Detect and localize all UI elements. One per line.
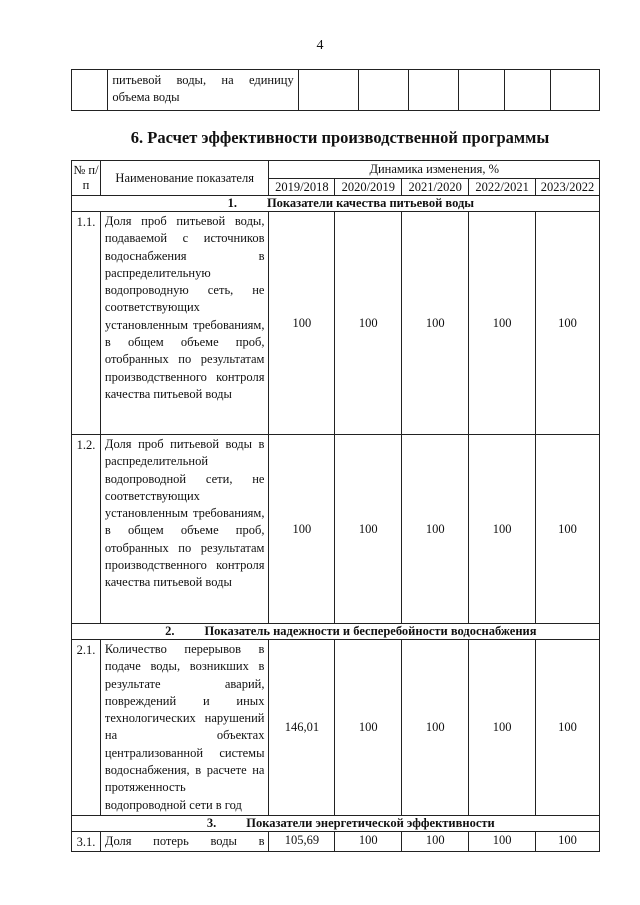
value-cell: 100	[469, 640, 536, 816]
section-title-cell: Показатели энергетической эффективности	[246, 815, 495, 830]
section-row	[72, 624, 600, 640]
table-cell	[108, 70, 298, 111]
section-heading	[72, 624, 600, 640]
table-cell	[504, 70, 550, 111]
value-cell: 100	[335, 640, 402, 816]
value-cell: 100	[269, 435, 335, 624]
row-number: 1.2.	[72, 435, 101, 624]
col-num-header: № п/п	[72, 161, 101, 196]
value-cell: 100	[335, 831, 402, 851]
continuation-text: питьевой воды, на единицу объема воды	[112, 73, 294, 104]
table-cell	[550, 70, 599, 111]
section-heading	[72, 815, 600, 831]
value-cell: 100	[469, 831, 536, 851]
row-number: 3.1.	[72, 831, 101, 851]
table-cell	[408, 70, 458, 111]
col-name-header: Наименование показателя	[100, 161, 269, 196]
table-row	[72, 212, 600, 435]
section-title: 6. Расчет эффективности производственной программы	[130, 128, 550, 147]
table-row	[72, 435, 600, 624]
value-cell: 100	[335, 212, 402, 435]
efficiency-table	[71, 160, 600, 852]
year-header: 2020/2019	[335, 179, 402, 196]
section-title-cell: Показатели качества питьевой воды	[266, 196, 475, 210]
table-cell	[458, 70, 504, 111]
section-number: 1.	[227, 196, 237, 210]
section-heading	[72, 196, 600, 212]
continuation-table	[71, 69, 600, 111]
value-cell: 100	[469, 435, 536, 624]
indicator-name: Доля проб питьевой воды в распределительной водопроводной сети, не соответствующих установленным требованиям, в общем объеме проб, отобранных по результатам производственного контроля качества питьевой воды	[100, 435, 269, 624]
value-cell: 100	[536, 640, 600, 816]
indicator-name: Доля проб питьевой воды, подаваемой с источников водоснабжения в распределительную водопроводную сеть, не соответствующих установленным требованиям, в общем объеме проб, отобранных по результатам производственного контроля качества питьевой воды	[100, 212, 269, 435]
section-number: 3.	[206, 815, 217, 830]
value-cell: 105,69	[269, 831, 335, 851]
year-header: 2022/2021	[469, 179, 536, 196]
row-number: 1.1.	[72, 212, 101, 435]
year-header: 2021/2020	[402, 179, 469, 196]
value-cell: 100	[402, 435, 469, 624]
table-cell	[298, 70, 358, 111]
year-header: 2023/2022	[536, 179, 600, 196]
dynamics-header: Динамика изменения, %	[269, 161, 600, 179]
section-number: 2.	[165, 624, 175, 638]
section-row	[72, 196, 600, 212]
value-cell: 100	[402, 212, 469, 435]
value-cell: 100	[402, 831, 469, 851]
table-row	[72, 70, 600, 111]
value-cell: 100	[269, 212, 335, 435]
value-cell: 100	[335, 435, 402, 624]
indicator-name: Доля потерь воды в	[100, 831, 269, 851]
table-row	[72, 831, 600, 851]
value-cell: 100	[402, 640, 469, 816]
table-row	[72, 640, 600, 816]
header-row	[72, 161, 600, 179]
year-header: 2019/2018	[269, 179, 335, 196]
indicator-name: Количество перерывов в подаче воды, возникших в результате аварий, повреждений и иных технологических нарушений на объектах централизованной системы водоснабжения, в расчете на протяженность водопроводной сети в год	[100, 640, 269, 816]
value-cell: 100	[536, 831, 600, 851]
page-number: 4	[316, 38, 324, 53]
section-row	[72, 815, 600, 831]
table-cell	[358, 70, 408, 111]
section-title-cell: Показатель надежности и бесперебойности водоснабжения	[204, 624, 537, 638]
value-cell: 100	[536, 212, 600, 435]
value-cell: 100	[536, 435, 600, 624]
value-cell: 146,01	[269, 640, 335, 816]
row-number: 2.1.	[72, 640, 101, 816]
value-cell: 100	[469, 212, 536, 435]
table-cell	[72, 70, 108, 111]
